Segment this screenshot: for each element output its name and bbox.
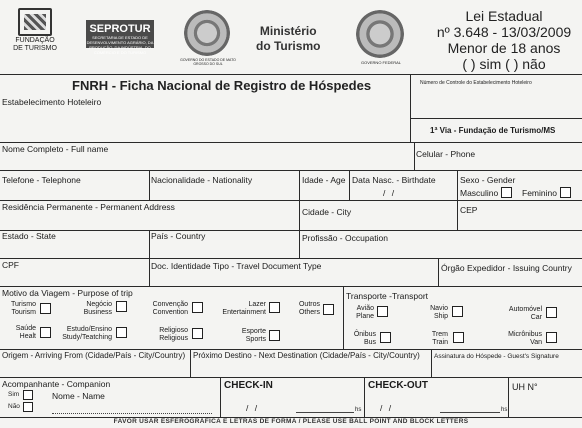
celular-label: Celular - Phone [416, 149, 476, 159]
acompanhante-sim-label: Sim [8, 391, 20, 398]
motivo-lazer-label: Lazer Entertainment [222, 301, 266, 316]
origem-label: Origem - Arriving From (Cidade/País - City/Country) [2, 351, 186, 360]
cpf-label: CPF [2, 260, 19, 270]
ministerio-line2: do Turismo [256, 39, 321, 53]
sexo-label: Sexo - Gender [460, 175, 516, 185]
estado-field[interactable] [2, 242, 146, 256]
cpf-field[interactable] [2, 270, 146, 284]
motivo-outros-label: Outros Others [298, 301, 320, 316]
transporte-micronibus-checkbox[interactable] [546, 332, 557, 343]
estabelecimento-field[interactable] [2, 108, 402, 140]
acompanhante-nao-label: Não [8, 403, 20, 410]
idade-field[interactable] [302, 186, 346, 198]
checkout-date-field[interactable]: / / [380, 403, 394, 413]
nascimento-field[interactable]: / / [383, 188, 397, 198]
checkin-hs-label: hs [355, 407, 362, 413]
checkout-label: CHECK-OUT [368, 380, 428, 391]
uh-label: UH N° [512, 382, 538, 392]
transporte-trem-label: Trem Train [431, 331, 448, 346]
motivo-turismo-label: Turismo Tourism [10, 301, 36, 316]
ministerio-title [256, 24, 320, 54]
motivo-religioso-checkbox[interactable] [192, 328, 203, 339]
motivo-negocio-label: Negócio Business [83, 301, 112, 316]
seprotur-logo-subtitle: SECRETARIA DE ESTADO DE DESENVOLVIMENTO AGRÁRIO, DA PRODUÇÃO, DA INDÚSTRIA, DO COMÉRCIO E DO TURISMO [86, 35, 154, 55]
pais-field[interactable] [151, 242, 297, 256]
seprotur-logo-text: SEPROTUR [89, 23, 151, 35]
gov-federal-caption: GOVERNO FEDERAL [360, 60, 401, 65]
orgao-field[interactable] [441, 274, 578, 284]
transporte-onibus-checkbox[interactable] [380, 332, 391, 343]
checkout-hs-label: hs [501, 407, 508, 413]
nome-label: Nome Completo - Full name [2, 144, 109, 154]
nascimento-label: Data Nasc. - Birthdate [352, 175, 436, 185]
transporte-label: Transporte -Transport [346, 291, 429, 301]
cep-field[interactable] [460, 216, 578, 228]
motivo-estudo-checkbox[interactable] [116, 327, 127, 338]
estabelecimento-label: Estabelecimento Hoteleiro [2, 97, 102, 107]
seprotur-logo [86, 20, 154, 55]
documento-label: Doc. Identidade Tipo - Travel Document Type [151, 261, 322, 271]
motivo-estudo-label: Estudo/Ensino Study/Teatching [62, 326, 112, 341]
assinatura-label: Assinatura do Hóspede - Guest's Signature [434, 353, 559, 360]
proximo-destino-field[interactable] [193, 361, 427, 375]
motivo-religioso-label: Religioso Religious [159, 327, 188, 342]
feminino-checkbox[interactable] [560, 187, 571, 198]
uh-field[interactable] [512, 394, 578, 414]
transporte-automovel-label: Automóvel Car [508, 306, 542, 321]
acompanhante-sim-checkbox[interactable] [23, 390, 33, 400]
transporte-micronibus-label: Micrônibus Van [508, 331, 542, 346]
checkin-label: CHECK-IN [224, 380, 273, 391]
lei-line1: Lei Estadual [465, 8, 543, 24]
brazil-coat-of-arms-icon [356, 10, 404, 58]
cep-label: CEP [460, 205, 478, 215]
form-title: FNRH - Ficha Nacional de Registro de Hóspedes [72, 78, 372, 93]
transporte-trem-checkbox[interactable] [453, 332, 464, 343]
motivo-turismo-checkbox[interactable] [40, 303, 51, 314]
acompanhante-nome-label: Nome - Name [52, 391, 105, 401]
lei-estadual-block [426, 8, 582, 72]
motivo-negocio-checkbox[interactable] [116, 301, 127, 312]
checkout-time-line[interactable] [440, 412, 500, 413]
residencia-field[interactable] [2, 214, 296, 228]
masculino-checkbox[interactable] [501, 187, 512, 198]
masculino-label: Masculino [460, 188, 499, 198]
cidade-field[interactable] [302, 218, 454, 228]
motivo-lazer-checkbox[interactable] [269, 302, 280, 313]
feminino-label: Feminino [522, 188, 557, 198]
lei-line3: Menor de 18 anos [447, 40, 561, 56]
motivo-outros-checkbox[interactable] [323, 304, 334, 315]
estado-label: Estado - State [2, 231, 56, 241]
transporte-aviao-label: Avião Plane [356, 305, 374, 320]
motivo-esporte-checkbox[interactable] [269, 330, 280, 341]
acompanhante-nao-checkbox[interactable] [23, 402, 33, 412]
nacionalidade-field[interactable] [151, 186, 297, 198]
nome-field[interactable] [2, 154, 410, 170]
checkin-date-field[interactable]: / / [246, 403, 260, 413]
pais-label: País - Country [151, 231, 206, 241]
fundacao-logo-text: FUNDAÇÃO DE TURISMO [13, 37, 57, 52]
acompanhante-label: Acompanhante - Companion [2, 379, 111, 389]
proximo-destino-label: Próximo Destino - Next Destination (Cidade/País - City/Country) [193, 351, 420, 360]
ministerio-line1: Ministério [259, 24, 317, 38]
idade-label: Idade - Age [302, 175, 346, 185]
controle-field[interactable] [416, 88, 576, 108]
transporte-automovel-checkbox[interactable] [546, 307, 557, 318]
motivo-label: Motivo da Viagem - Purpose of trip [2, 288, 133, 298]
motivo-convencao-checkbox[interactable] [192, 302, 203, 313]
fundacao-turismo-logo [10, 6, 60, 58]
footer-instructions: FAVOR USAR ESFEROGRÁFICA E LETRAS DE FORMA / PLEASE USE BALL POINT AND BLOCK LETTERS [113, 418, 469, 425]
cidade-label: Cidade - City [302, 207, 352, 217]
documento-field[interactable] [151, 272, 435, 284]
checkin-time-line[interactable] [296, 412, 354, 413]
lei-line2: nº 3.648 - 13/03/2009 [436, 24, 572, 40]
residencia-label: Residência Permanente - Permanent Address [2, 202, 175, 212]
ms-government-caption: GOVERNO DO ESTADO DE MATO GROSSO DO SUL [180, 58, 236, 66]
ms-state-coat-of-arms-icon [184, 10, 230, 56]
motivo-esporte-label: Esporte Sports [241, 328, 266, 343]
fundacao-mark-icon [18, 8, 52, 36]
transporte-aviao-checkbox[interactable] [377, 306, 388, 317]
acompanhante-nome-field[interactable] [52, 402, 212, 414]
telefone-label: Telefone - Telephone [2, 175, 81, 185]
origem-field[interactable] [2, 361, 188, 375]
profissao-label: Profissão - Occupation [302, 233, 388, 243]
telefone-field[interactable] [2, 186, 146, 198]
profissao-field[interactable] [302, 244, 578, 256]
celular-field[interactable] [416, 160, 578, 170]
via-label: 1ª Via - Fundação de Turismo/MS [430, 126, 556, 135]
transporte-onibus-label: Ônibus Bus [353, 331, 376, 346]
motivo-saude-label: Saúde Healt [15, 325, 36, 340]
transporte-navio-label: Navio Ship [430, 305, 448, 320]
controle-label: Número de Controle do Estabelecimento Hoteleiro [420, 80, 532, 86]
assinatura-field[interactable] [434, 362, 578, 375]
motivo-convencao-label: Convenção Convention [152, 301, 188, 316]
lei-line4: ( ) sim ( ) não [462, 56, 546, 72]
transporte-navio-checkbox[interactable] [452, 306, 463, 317]
nacionalidade-label: Nacionalidade - Nationality [151, 175, 253, 185]
orgao-label: Órgão Expedidor - Issuing Country [441, 263, 572, 273]
motivo-saude-checkbox[interactable] [40, 327, 51, 338]
